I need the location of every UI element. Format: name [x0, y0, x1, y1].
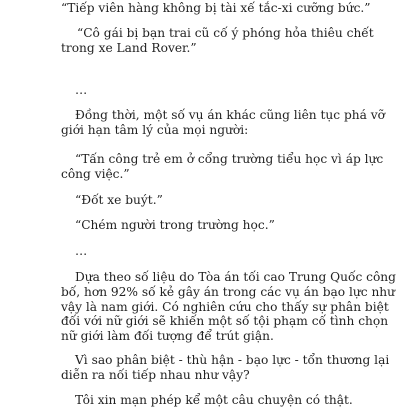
text-line: …: [75, 244, 88, 258]
ellipsis-2: [61, 244, 397, 259]
text-line: “Tiếp viên hàng không bị tài xế tắc-xi cưỡng bức.”: [61, 1, 371, 15]
paragraph-other-cases: [61, 108, 397, 138]
text-line: trong xe Land Rover.”: [61, 40, 197, 55]
text-line: Vì sao phân biệt - thù hận - bạo lực - tổn thương lại: [75, 353, 390, 367]
text-line: “Đốt xe buýt.”: [75, 193, 163, 207]
paragraph-quote-stabbing: [61, 218, 397, 233]
text-line: giới hạn tâm lý của mọi người:: [61, 122, 249, 137]
paragraph-quote-land-rover: [63, 26, 399, 56]
text-line: nữ giới làm đối tượng để trút giận.: [61, 329, 274, 344]
paragraph-true-story: [61, 393, 397, 408]
paragraph-quote-bus: [61, 193, 397, 208]
ellipsis-1: [61, 83, 397, 98]
paragraph-question: [61, 353, 397, 383]
paragraph-quote-school-attack: [61, 152, 397, 182]
text-line: đối với nữ giới sẽ khiến một số tội phạm cố tình chọn: [61, 314, 389, 329]
paragraph-quote-flight-attendant: [61, 1, 383, 16]
text-line: công việc.”: [61, 166, 130, 181]
text-line: Đồng thời, một số vụ án khác cũng liên tục phá vỡ: [75, 108, 385, 122]
text-line: “Chém người trong trường học.”: [75, 218, 275, 232]
text-line: Dựa theo số liệu do Tòa án tối cao Trung Quốc công: [75, 270, 396, 284]
text-line: vậy là nam giới. Có nghiên cứu cho thấy sự phân biệt: [61, 299, 389, 314]
text-line: “Tấn công trẻ em ở cổng trường tiểu học vì áp lực: [75, 152, 384, 166]
text-line: bố, hơn 92% số kẻ gây án trong các vụ án bạo lực như: [61, 284, 396, 299]
text-line: Tôi xin mạn phép kể một câu chuyện có thật.: [75, 393, 353, 407]
text-line: …: [75, 83, 88, 97]
text-line: “Cô gái bị bạn trai cũ cố ý phóng hỏa thiêu chết: [77, 26, 374, 40]
paragraph-statistics: [61, 270, 397, 344]
text-line: diễn ra nối tiếp nhau như vậy?: [61, 367, 250, 382]
